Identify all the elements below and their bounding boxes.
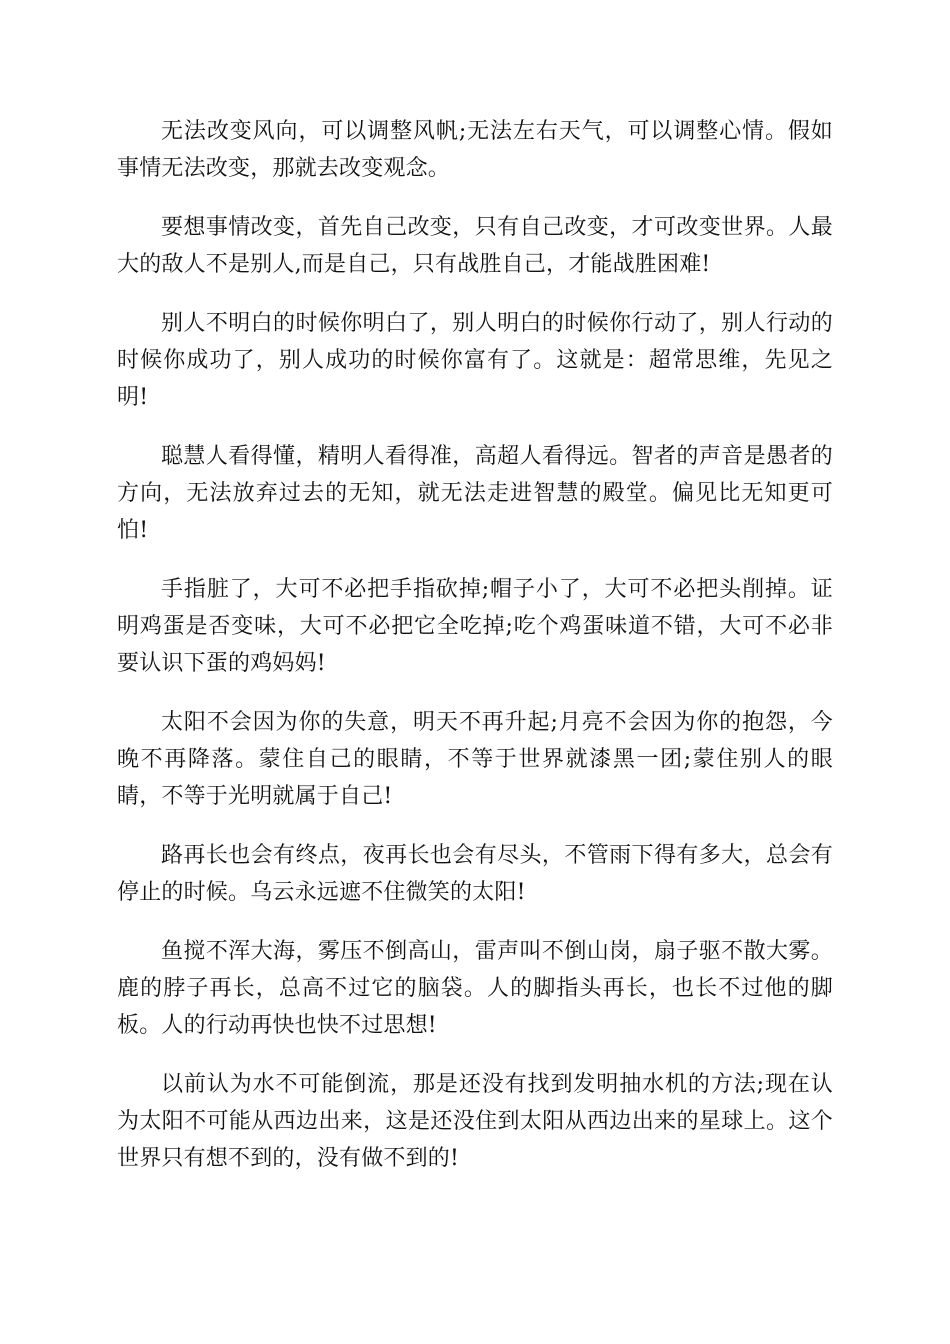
paragraph-1: 无法改变风向，可以调整风帆;无法左右天气，可以调整心情。假如事情无法改变，那就去改变观念。 xyxy=(117,119,833,181)
paragraph-2: 要想事情改变，首先自己改变，只有自己改变，才可改变世界。人最大的敌人不是别人,而是自己，只有战胜自己，才能战胜困难! xyxy=(117,215,833,277)
paragraph-9: 以前认为水不可能倒流，那是还没有找到发明抽水机的方法;现在认为太阳不可能从西边出来，这是还没住到太阳从西边出来的星球上。这个世界只有想不到的，没有做不到的! xyxy=(117,1072,833,1171)
paragraph-5: 手指脏了，大可不必把手指砍掉;帽子小了，大可不必把头削掉。证明鸡蛋是否变味，大可不必把它全吃掉;吃个鸡蛋味道不错，大可不必非要认识下蛋的鸡妈妈! xyxy=(117,577,833,676)
paragraph-4: 聪慧人看得懂，精明人看得准，高超人看得远。智者的声音是愚者的方向，无法放弃过去的无知，就无法走进智慧的殿堂。偏见比无知更可怕! xyxy=(117,444,833,543)
paragraph-3: 别人不明白的时候你明白了，别人明白的时候你行动了，别人行动的时候你成功了，别人成功的时候你富有了。这就是：超常思维，先见之明! xyxy=(117,311,833,410)
document-page xyxy=(117,113,833,1199)
paragraph-7: 路再长也会有终点，夜再长也会有尽头，不管雨下得有多大，总会有停止的时候。乌云永远遮不住微笑的太阳! xyxy=(117,843,833,905)
paragraph-6: 太阳不会因为你的失意，明天不再升起;月亮不会因为你的抱怨，今晚不再降落。蒙住自己的眼睛，不等于世界就漆黑一团;蒙住别人的眼睛，不等于光明就属于自己! xyxy=(117,710,833,809)
paragraph-8: 鱼搅不浑大海，雾压不倒高山，雷声叫不倒山岗，扇子驱不散大雾。鹿的脖子再长，总高不过它的脑袋。人的脚指头再长，也长不过他的脚板。人的行动再快也快不过思想! xyxy=(117,939,833,1038)
